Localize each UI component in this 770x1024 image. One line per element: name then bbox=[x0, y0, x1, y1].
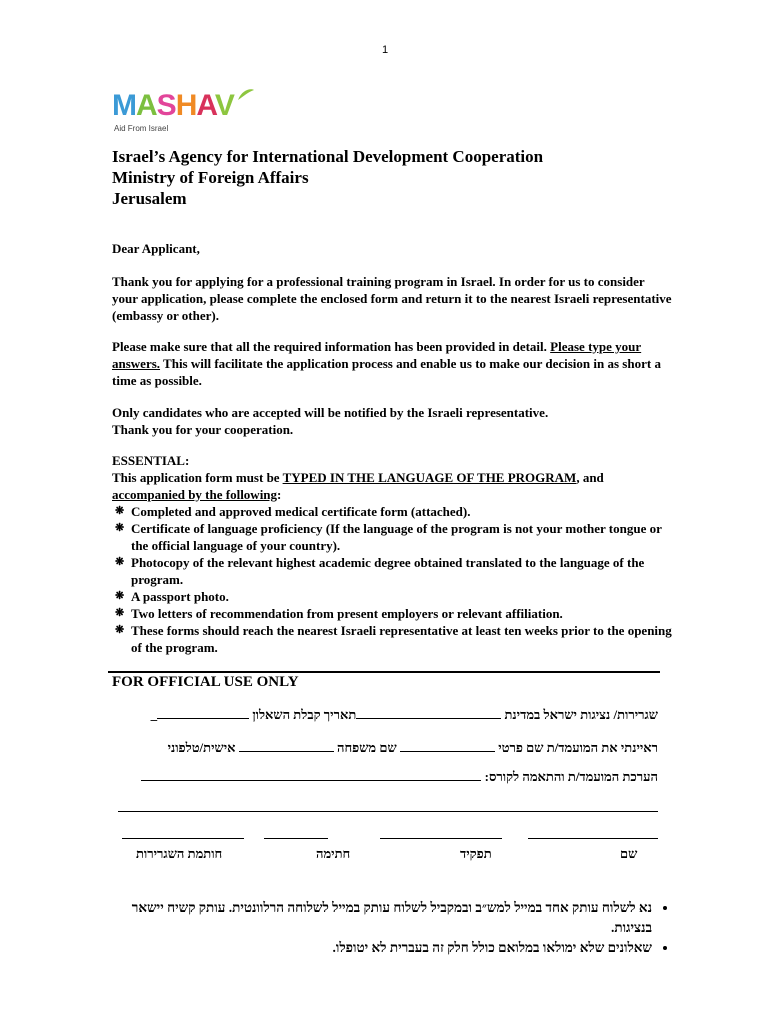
list-item-text: Photocopy of the relevant highest academic degree obtained translated to the language of the program. bbox=[131, 555, 645, 587]
list-item-text: A passport photo. bbox=[131, 589, 229, 604]
receipt-date-field[interactable] bbox=[157, 706, 249, 719]
role-sign-line[interactable] bbox=[380, 838, 502, 839]
embassy-label: שגרירות/ נציגות ישראל במדינת bbox=[504, 707, 658, 722]
hebrew-notes-list bbox=[110, 898, 670, 958]
bullet-icon: ❋ bbox=[115, 590, 125, 602]
evaluation-label: הערכת המועמד/ת והתאמה לקורס: bbox=[484, 769, 658, 784]
notification-line: Only candidates who are accepted will be notified by the Israeli representative. bbox=[112, 405, 549, 420]
signature-sign-line[interactable] bbox=[264, 838, 328, 839]
logo-tagline: Aid From Israel bbox=[114, 124, 169, 133]
city-name: Jerusalem bbox=[112, 189, 187, 208]
leaf-icon bbox=[236, 88, 256, 102]
name-label: שם bbox=[620, 846, 638, 861]
essential-intro-colon: : bbox=[277, 487, 282, 502]
role-label: תפקיד bbox=[460, 846, 492, 861]
essential-section bbox=[112, 452, 672, 656]
bullet-icon: ❋ bbox=[115, 624, 125, 636]
language-requirement: TYPED IN THE LANGUAGE OF THE PROGRAM bbox=[282, 470, 577, 485]
bullet-icon: ❋ bbox=[115, 522, 125, 534]
essential-intro-text: This application form must be bbox=[112, 470, 283, 485]
first-name-label: ראיינתי את המועמד/ת שם פרטי bbox=[498, 740, 658, 755]
section-divider bbox=[108, 671, 660, 673]
bullet-icon: ❋ bbox=[115, 556, 125, 568]
accompanied-note: accompanied by the following bbox=[112, 487, 278, 502]
list-item bbox=[112, 520, 672, 554]
interview-type-label: אישית/טלפוני bbox=[167, 740, 236, 755]
evaluation-row bbox=[141, 768, 658, 785]
page-number: 1 bbox=[381, 44, 389, 56]
salutation: Dear Applicant, bbox=[112, 241, 200, 256]
list-item-text: These forms should reach the nearest Israeli representative at least ten weeks prior to the opening of the program. bbox=[131, 623, 672, 655]
list-item bbox=[112, 605, 672, 622]
last-name-label: שם משפחה bbox=[336, 740, 397, 755]
receipt-date-label: תאריך קבלת השאלון bbox=[252, 707, 357, 722]
essential-heading: ESSENTIAL: bbox=[112, 453, 190, 468]
mashav-logo bbox=[112, 88, 262, 138]
ministry-name: Ministry of Foreign Affairs bbox=[112, 168, 309, 187]
receipt-date-trail: _ bbox=[150, 707, 158, 722]
evaluation-continuation-line[interactable] bbox=[118, 811, 658, 812]
country-field[interactable] bbox=[356, 706, 501, 719]
agency-header bbox=[112, 146, 543, 209]
intro-paragraph: Thank you for applying for a professional training program in Israel. In order for us to consider your application, please complete the enclosed form and return it to the nearest Israeli representative (embassy or other). bbox=[112, 274, 672, 323]
list-item: • שאלונים שלא ימולאו במלואם כולל חלק זה בעברית לא יטופלו. bbox=[110, 938, 652, 958]
last-name-field[interactable] bbox=[239, 739, 334, 752]
list-item: • נא לשלוח עותק אחד במייל למש״ב ובמקביל לשלוח עותק במייל לשלוחה הרלוונטית. עותק קשיח יישאר בנציגות. bbox=[110, 898, 652, 938]
list-item-text: Certificate of language proficiency (If the language of the program is not your mother tongue or the official language of your country). bbox=[131, 521, 662, 553]
interview-row bbox=[168, 739, 658, 756]
official-use-heading: FOR OFFICIAL USE ONLY bbox=[112, 674, 299, 690]
list-item bbox=[112, 503, 672, 520]
essential-intro-mid: , and bbox=[576, 470, 604, 485]
list-item bbox=[112, 622, 672, 656]
instructions-text-2: This will facilitate the application process and enable us to make our decision in as short a time as possible. bbox=[112, 356, 661, 388]
stamp-sign-line[interactable] bbox=[122, 838, 244, 839]
list-item-text: Two letters of recommendation from present employers or relevant affiliation. bbox=[131, 606, 563, 621]
required-documents-list bbox=[112, 503, 672, 656]
list-item bbox=[112, 554, 672, 588]
list-item-text: Completed and approved medical certificate form (attached). bbox=[131, 504, 471, 519]
instructions-paragraph bbox=[112, 338, 672, 389]
type-answers-note: Please type your answers. bbox=[112, 339, 642, 371]
instructions-text-1: Please make sure that all the required information has been provided in detail. bbox=[112, 339, 551, 354]
thanks-line: Thank you for your cooperation. bbox=[112, 422, 294, 437]
embassy-stamp-label: חותמת השגרירות bbox=[136, 846, 223, 861]
logo-wordmark: MASHAV bbox=[112, 89, 234, 122]
evaluation-field[interactable] bbox=[141, 768, 481, 781]
agency-name: Israel’s Agency for International Development Cooperation bbox=[112, 147, 544, 166]
bullet-icon: ❋ bbox=[115, 607, 125, 619]
signature-label: חתימה bbox=[316, 846, 351, 861]
first-name-field[interactable] bbox=[400, 739, 495, 752]
hebrew-notes bbox=[110, 898, 670, 958]
name-sign-line[interactable] bbox=[528, 838, 658, 839]
list-item bbox=[112, 588, 672, 605]
embassy-row bbox=[151, 706, 658, 723]
notification-paragraph bbox=[112, 404, 672, 438]
bullet-icon: ❋ bbox=[115, 505, 125, 517]
essential-intro bbox=[112, 469, 672, 503]
